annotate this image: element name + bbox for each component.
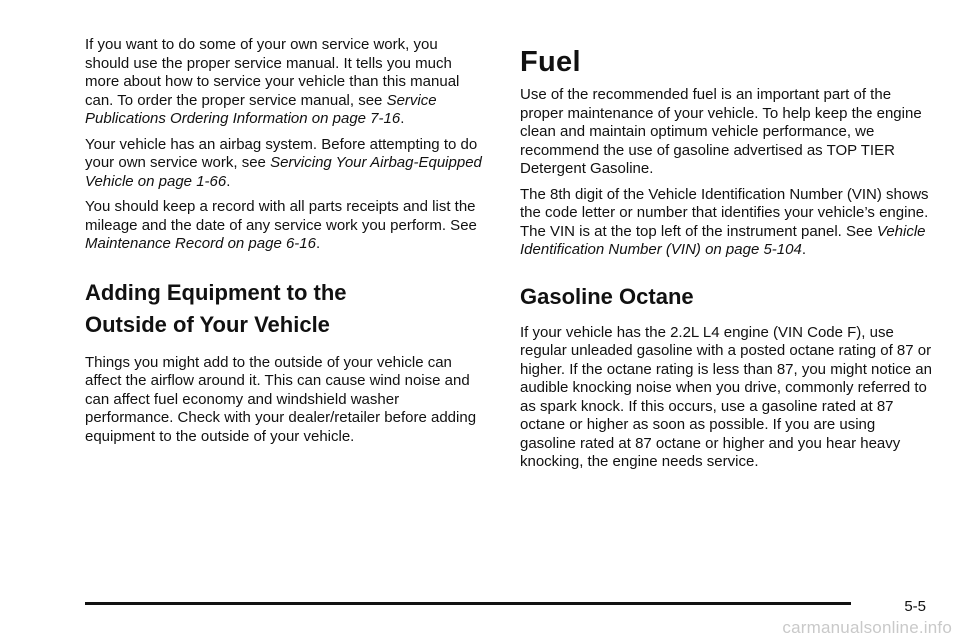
adding-equipment-heading: Adding Equipment to the Outside of Your Vehicle (85, 279, 347, 337)
page-number: 5-5 (904, 598, 926, 615)
gasoline-octane-heading: Gasoline Octane (520, 283, 694, 309)
left-column (85, 0, 485, 453)
airbag-servicing-link[interactable]: Servicing Your Airbag-Equipped Vehicle on page 1-66 (85, 154, 482, 190)
right-column (520, 0, 935, 479)
watermark: carmanualsonline.info (782, 618, 952, 637)
footer-rule (85, 602, 851, 605)
maintenance-record-link[interactable]: Maintenance Record on page 6-16 (85, 235, 316, 252)
vin-link[interactable]: Vehicle Identification Number (VIN) on page 5-104 (520, 222, 926, 258)
service-manual-paragraph: If you want to do some of your own service work, you should use the proper service manual. It tells you much more about how to service your vehicle than this manual can. To order the proper service manual, see Service Publications Ordering Information on page 7-16. (85, 36, 460, 127)
octane-paragraph: If your vehicle has the 2.2L L4 engine (VIN Code F), use regular unleaded gasoline with a posted octane rating of 87 or higher. If the octane rating is less than 87, you might notice an audible knocking noise when you drive, commonly referred to as spark knock. If this occurs, use a gasoline rated at 87 octane or higher as soon as possible. If you are using gasoline rated at 87 octane or higher and you hear heavy knocking, the engine needs service. (520, 323, 932, 470)
service-publications-link[interactable]: Service Publications Ordering Information on page 7-16 (85, 91, 437, 127)
record-paragraph: You should keep a record with all parts receipts and list the mileage and the date of any service work you perform. See Maintenance Record on page 6-16. (85, 198, 477, 252)
airbag-paragraph: Your vehicle has an airbag system. Before attempting to do your own service work, see Servicing Your Airbag-Equipped Vehicle on page 1-66. (85, 135, 482, 190)
vin-paragraph: The 8th digit of the Vehicle Identification Number (VIN) shows the code letter or number that identifies your vehicle’s engine. The VIN is at the top left of the instrument panel. See Vehicle Identification Number (VIN) on page 5-104. (520, 185, 929, 258)
equipment-paragraph: Things you might add to the outside of your vehicle can affect the airflow around it. This can cause wind noise and can affect fuel economy and windshield washer performance. Check with your dealer/retailer before adding equipment to the outside of your vehicle. (85, 353, 477, 445)
fuel-heading: Fuel (520, 46, 581, 78)
fuel-intro-paragraph: Use of the recommended fuel is an important part of the proper maintenance of your vehicle. To help keep the engine clean and maintain optimum vehicle performance, we recommend the use of gasoline advertised as TOP TIER Detergent Gasoline. (520, 86, 922, 177)
